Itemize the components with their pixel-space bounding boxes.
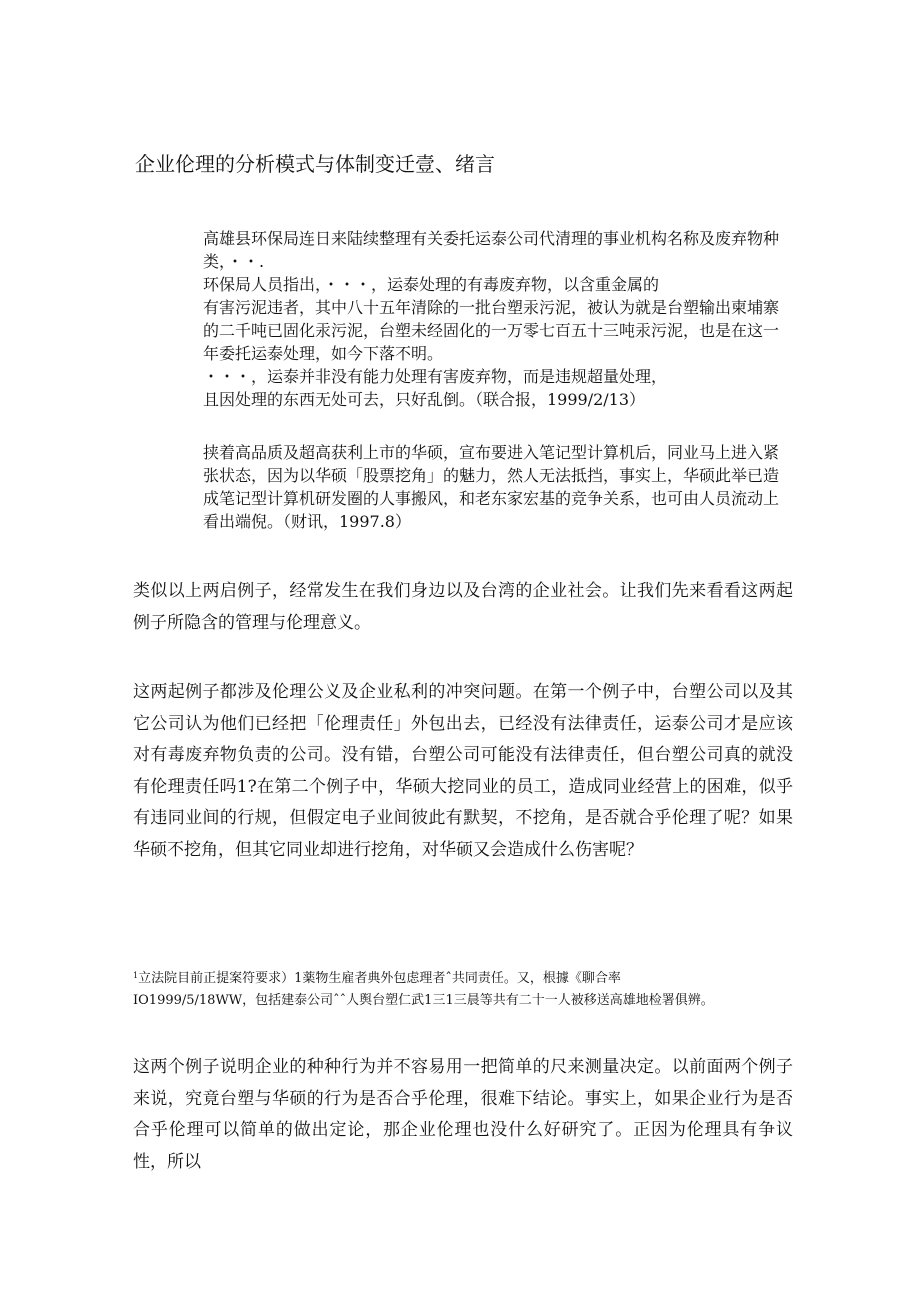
quote-block-news bbox=[203, 227, 793, 411]
footnote-text: 立法院目前正提案符要求）1薬物生雇者典外包虑理者ˆ共同责任。又，根據《聊合率 bbox=[138, 971, 621, 986]
footnote-line: IO1999/5/18WW，包括建泰公司ˆˆ人舆台塑仁武1三1三晨等共有二十一人被移送高雄地检署俱辨。 bbox=[133, 993, 714, 1008]
quote-text: 挟着高品质及超高获利上市的华硕，宣布要进入笔记型计算机后，同业马上进入紧张状态，因为以华硕「股票挖角」的魅力，然人无法抵挡，事实上，华硕此举已造成笔记型计算机研发圈的人事搬风，和老东家宏基的竞争关系，也可由人员流动上看出端倪。（财讯，1997.8） bbox=[203, 443, 780, 531]
quote-line: 且因处理的东西无处可去，只好乱倒。（联合报，1999/2/13） bbox=[203, 390, 646, 409]
footnote bbox=[133, 965, 813, 1012]
footnote-marker: 1 bbox=[133, 971, 139, 980]
body-paragraph: 这两起例子都涉及伦理公义及企业私利的冲突问题。在第一个例子中，台塑公司以及其它公司认为他们已经把「伦理责任」外包出去，已经没有法律责任，运泰公司才是应该对有毒废弃物负责的公司。没有错，台塑公司可能没有法律责任，但台塑公司真的就没有伦理责任吗1?在第二个例子中，华硕大挖同业的员工，造成同业经营上的困难，似乎有违同业间的行规，但假定电子业间彼此有默契，不挖角，是否就合乎伦理了呢？如果华硕不挖角，但其它同业却进行挖角，对华硕又会造成什么伤害呢？ bbox=[133, 682, 793, 860]
quote-block-finance bbox=[203, 441, 793, 533]
body-paragraph: 类似以上两启例子，经常发生在我们身边以及台湾的企业社会。让我们先来看看这两起例子所隐含的管理与伦理意义。 bbox=[133, 581, 793, 633]
body-paragraph: 这两个例子说明企业的种种行为并不容易用一把简单的尺来测量决定。以前面两个例子来说，究竟台塑与华硕的行为是否合乎伦理，很难下结论。事实上，如果企业行为是否合乎伦理可以简单的做出定论，那企业伦理也没什么好研究了。正因为伦理具有争议性，所以 bbox=[133, 1057, 793, 1172]
footnote-line bbox=[133, 965, 813, 990]
quote-line: 有害污泥违者，其中八十五年清除的一批台塑汞污泥，被认为就是台塑输出柬埔寨的二千吨已固化汞污泥，台塑未经固化的一万零七百五十三吨汞污泥，也是在这一年委托运泰处理，如今下落不明。 bbox=[203, 298, 780, 363]
quote-line: 高雄县环保局连日来陆续整理有关委托运泰公司代清理的事业机构名称及废弃物种类，・・. bbox=[203, 229, 780, 271]
quote-line: ・・・，运泰并非没有能力处理有害废弃物，而是违规超量处理， bbox=[203, 367, 668, 386]
page-title: 企业伦理的分析模式与体制变迁壹、绪言 bbox=[135, 152, 495, 176]
quote-line: 环保局人员指出，・・・，运泰处理的有毒废弃物，以含重金属的 bbox=[203, 275, 660, 294]
